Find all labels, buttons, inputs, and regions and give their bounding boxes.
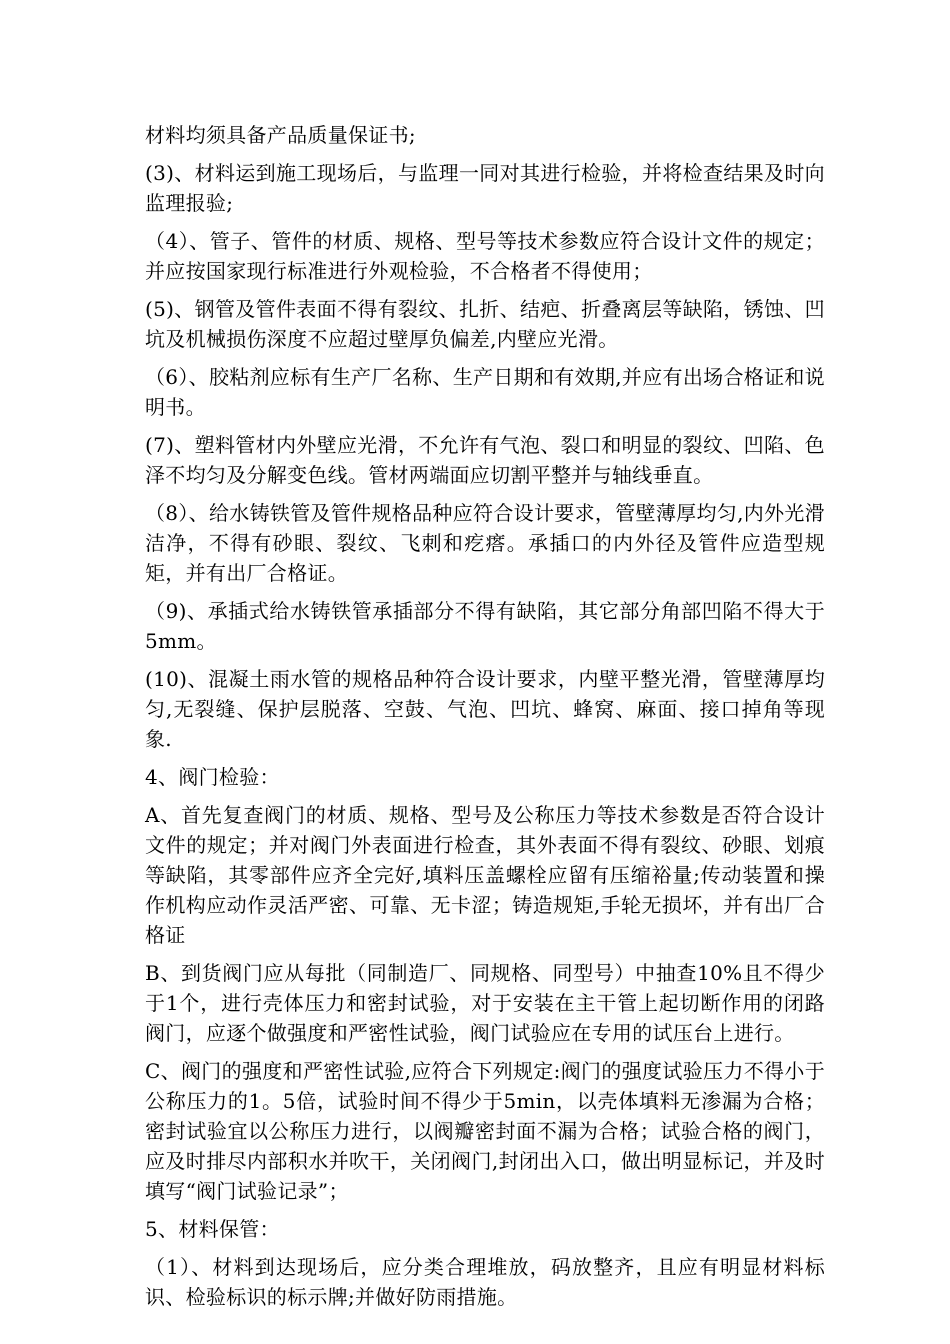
paragraph-valve-b: B、到货阀门应从每批（同制造厂、同规格、同型号）中抽查10%且不得少于1个，进行壳体压力和密封试验，对于安装在主干管上起切断作用的闭路阀门，应逐个做强度和严密性试验，阀门试验应在专用的试压台上进行。 [145, 961, 825, 1045]
paragraph-valve-c: C、阀门的强度和严密性试验,应符合下列规定:阀门的强度试验压力不得小于公称压力的1。5倍，试验时间不得少于5min，以壳体填料无渗漏为合格；密封试验宜以公称压力进行，以阀瓣密封面不漏为合格；试验合格的阀门，应及时排尽内部积水并吹干，关闭阀门,封闭出入口，做出明显标记，并及时填写“阀门试验记录”； [145, 1059, 825, 1203]
paragraph-item-4: （4）、管子、管件的材质、规格、型号等技术参数应符合设计文件的规定；并应按国家现行标准进行外观检验，不合格者不得使用； [145, 229, 825, 283]
paragraph-item-6: （6）、胶粘剂应标有生产厂名称、生产日期和有效期,并应有出场合格证和说明书。 [145, 365, 825, 419]
paragraph-item-7: (7)、塑料管材内外壁应光滑，不允许有气泡、裂口和明显的裂纹、凹陷、色泽不均匀及分解变色线。管材两端面应切割平整并与轴线垂直。 [145, 433, 825, 487]
document-body [145, 120, 825, 1320]
paragraph-storage-1: （1）、材料到达现场后，应分类合理堆放，码放整齐，且应有明显材料标识、检验标识的标示牌;并做好防雨措施。 [145, 1255, 825, 1309]
paragraph-item-3: (3)、材料运到施工现场后，与监理一同对其进行检验，并将检查结果及时向监理报验; [145, 161, 825, 215]
paragraph-quality-certificate: 材料均须具备产品质量保证书; [145, 123, 416, 147]
section-heading-valve-inspection: 4、阀门检验： [145, 765, 280, 789]
paragraph-item-9: （9)、承插式给水铸铁管承插部分不得有缺陷，其它部分角部凹陷不得大于5mm。 [145, 599, 825, 653]
paragraph-item-5: (5)、钢管及管件表面不得有裂纹、扎折、结疤、折叠离层等缺陷，锈蚀、凹坑及机械损伤深度不应超过壁厚负偏差,内壁应光滑。 [145, 297, 825, 351]
paragraph-valve-a: A、首先复查阀门的材质、规格、型号及公称压力等技术参数是否符合设计文件的规定；并对阀门外表面进行检查，其外表面不得有裂纹、砂眼、划痕等缺陷，其零部件应齐全完好,填料压盖螺栓应留有压缩裕量;传动装置和操作机构应动作灵活严密、可靠、无卡涩；铸造规矩,手轮无损坏，并有出厂合格证 [145, 803, 825, 947]
paragraph-item-8: （8）、给水铸铁管及管件规格品种应符合设计要求，管壁薄厚均匀,内外光滑洁净，不得有砂眼、裂纹、飞刺和疙瘩。承插口的内外径及管件应造型规矩，并有出厂合格证。 [145, 501, 825, 585]
paragraph-item-10: (10)、混凝土雨水管的规格品种符合设计要求，内壁平整光滑，管壁薄厚均匀,无裂缝、保护层脱落、空鼓、气泡、凹坑、蜂窝、麻面、接口掉角等现象. [145, 667, 825, 751]
section-heading-material-storage: 5、材料保管： [145, 1217, 280, 1241]
